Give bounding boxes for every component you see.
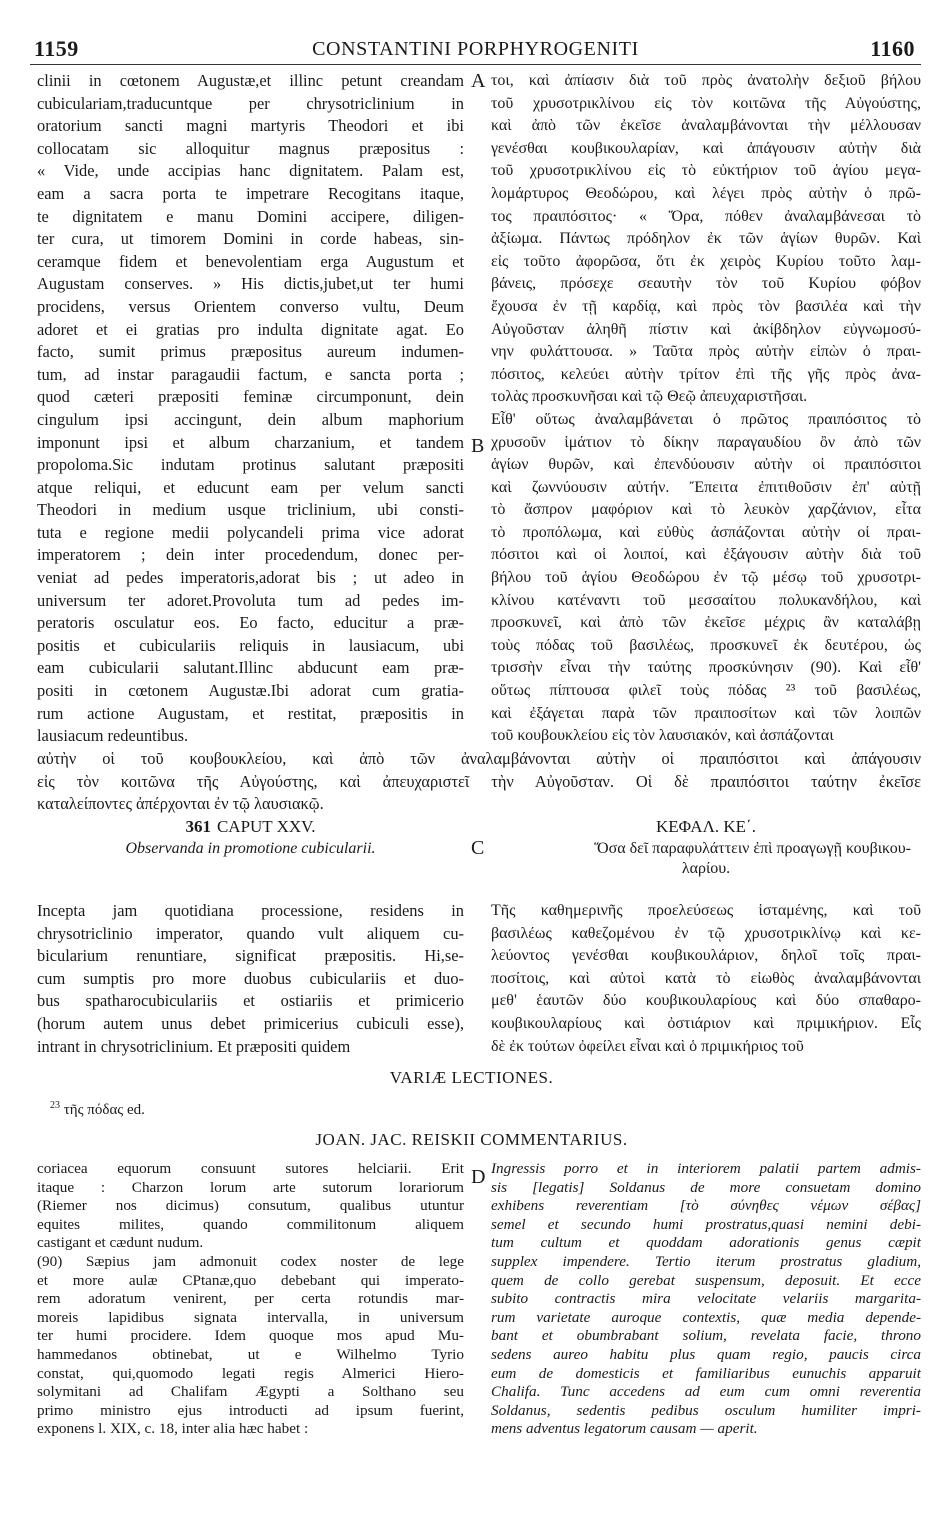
text-line: τοῦ χρυσοτρικλίνου εἰς τὸν κοιτῶνα τῆς Αὐγούστης, <box>491 94 921 112</box>
text-line: καὶ ἀπὸ τῶν ἐκεῖσε ἀναλαμβάνονται τὴν μέλλουσαν <box>491 117 921 135</box>
text-line: bus spatharocubiculariis et ostiariis et primicerio <box>37 991 464 1011</box>
variant-note-number: 23 <box>50 1100 60 1111</box>
text-line: rum varietate auroque contextis, quæ media depende- <box>491 1308 921 1326</box>
text-line: hammedanos obtinebat, ut e Wilhelmo Tyrio <box>37 1345 464 1363</box>
text-line: tum, ad instar paragaudii factum, e sancta porta ; <box>37 364 464 384</box>
margin-letter-a: A <box>471 70 486 92</box>
text-line: βήλου τοῦ ἁγίου Θεοδώρου ἐν τῷ μέσῳ τοῦ χρυσοτρι- <box>491 569 921 587</box>
text-line: εἰς τοῦτο ἀφορῶσα, ὅτι ἐκ χειρὸς Κυρίου τοῦτο λαμ- <box>491 252 921 270</box>
text-line: collocatam sic alloquitur magnus præpositus : <box>37 138 464 158</box>
text-line: solymitani ad Chalifam Ægypti a Solthano seu <box>37 1383 464 1401</box>
text-line: γενέσθαι κουβικουλαρίαν, καὶ ἀπάγουσιν αὐτὴν διὰ <box>491 139 921 157</box>
text-line: eum de domesticis et familiaribus eunuchis apparuit <box>491 1364 921 1382</box>
page-number-left: 1159 <box>34 36 79 61</box>
commentary-right-column <box>491 1160 921 1439</box>
greek-full-width-text <box>37 748 921 816</box>
text-line: positis et cubiculariis reliquis in lausiacum, ubi <box>37 635 464 655</box>
text-line: et more aulæ CPtanæ,quo debebant qui imperato- <box>37 1271 464 1289</box>
text-line: δὲ ἐκ τούτων ὀφείλει εἶναι καὶ ὁ πριμικήριος τοῦ <box>491 1037 804 1055</box>
text-line: (Riemer nos dicimus) consutum, qualibus utuntur <box>37 1197 464 1215</box>
text-line: τοι, καὶ ἀπίασιν διὰ τοῦ πρὸς ἀνατολὴν δεξιοῦ βήλου <box>491 72 921 89</box>
text-line: Theodori in medium usque triclinium, ubi consti- <box>37 500 464 520</box>
text-line: rem adoratum venirent, per certa rotundis mar- <box>37 1290 464 1308</box>
text-line: sis [legatis] Soldanus de more consuetam domino <box>491 1178 921 1196</box>
caput-number: 361 <box>185 817 211 836</box>
text-line: Εἶθ' οὕτως ἀναλαμβάνεται ὁ πρῶτος πραιπόσιτος τὸ <box>491 410 921 428</box>
text-line: τὸ ἄσπρον μαφόριον καὶ τὸ λευκὸν χαρζάνιον, εἶτα <box>491 501 921 519</box>
text-line: oratorium sancti magni martyris Theodori et ibi <box>37 116 464 136</box>
text-line: Incepta jam quotidiana processione, residens in <box>37 901 464 920</box>
text-line: Ingressis porro et in interiorem palatii partem admis- <box>491 1160 921 1177</box>
text-line: (90) Sæpius jam admonuit codex noster de lege <box>37 1252 464 1270</box>
text-line: propoloma.Sic indutam protinus salutant præpositi <box>37 455 464 475</box>
text-line: bicularium renuntiare, significat præpositis. Hi,se- <box>37 946 464 966</box>
text-line: ἔχουσα ἐν τῇ καρδίᾳ, καὶ πρὸς τὸν βασιλέα καὶ τὴν <box>491 297 921 315</box>
text-line: καὶ ζωννύουσιν αὐτήν. Ἔπειτα ἐπιτιθοῦσιν ἐπ' αὐτῇ <box>491 478 921 496</box>
text-line: τοὺς πόδας τοῦ βασιλέως, προσκυνεῖ ἐκ δευτέρου, ὡς <box>491 636 921 654</box>
text-line: τρισσὴν εἶναι τὴν ταύτης προσκύνησιν (90). Καὶ εἶθ' <box>491 659 921 677</box>
text-line: ἀξίωμα. Πάντως πρόδηλον ἐκ τῶν ἁγίων θυρῶν. Καὶ <box>491 230 921 248</box>
text-line: quod cæteri præpositi feminæ circumponunt, dein <box>37 387 464 407</box>
text-line: τος πραιπόσιτος· « Ὅρα, πόθεν ἀναλαμβάνεσαι τὸ <box>491 207 921 225</box>
text-line: castigant et cædunt nudum. <box>37 1234 204 1252</box>
text-line: Τῆς καθημερινῆς προελεύσεως ἱσταμένης, καὶ τοῦ <box>491 902 921 919</box>
header-rule <box>30 64 921 65</box>
text-line: ter cura, ut timorem Domini in corde habeas, sin- <box>37 229 464 249</box>
variant-note-text: τῆς πόδας ed. <box>63 1102 145 1118</box>
text-line: ἁγίων θυρῶν, καὶ ἐπενδύουσιν αὐτὴν οἱ πραιπόσιτοι <box>491 456 921 474</box>
text-line: intrant in chrysotriclinium. Et præpositi quidem <box>37 1036 351 1056</box>
text-line: νην φυλάττουσα. » Ταῦτα πρὸς αὐτὴν εἰπὼν ὁ πραι- <box>491 343 921 361</box>
running-title: CONSTANTINI PORPHYROGENITI <box>312 38 639 60</box>
text-line: positi in cœtonem Augustæ.Ibi adorat cum gratia- <box>37 681 464 701</box>
commentary-title: JOAN. JAC. REISKII COMMENTARIUS. <box>315 1130 628 1149</box>
text-line: ceramque fidem et benevolentiam erga Augustum et <box>37 251 464 271</box>
text-line: Αὐγοῦσταν ἀληθῆ πίστιν καὶ ἀκίβδηλον εὐγνωμοσύ- <box>491 320 921 338</box>
text-line: coriacea equorum consuunt sutores helciarii. Erit <box>37 1160 464 1177</box>
caput-title-greek: ΚΕΦΑΛ. ΚΕ΄. <box>656 817 756 836</box>
text-line: constat, qui,quomodo legati regis Almerici Hiero- <box>37 1364 464 1382</box>
text-line: exhibens reverentiam [τὸ σύνηθες νέμων σέβας] <box>491 1197 921 1215</box>
text-line: eam cubicularii salutant.Illinc abducunt eam præ- <box>37 658 464 678</box>
caput-title-text: CAPUT XXV. <box>216 817 316 836</box>
latin-caput-heading <box>37 816 464 860</box>
text-line: chrysotriclinio imperator, quando vult aliquem cu- <box>37 923 464 943</box>
text-line: tuta e regione medii polycandeli prima vice adorat <box>37 522 464 542</box>
text-line: (horum autem unus debet primicerius cubiculi esse), <box>37 1013 464 1033</box>
text-line: facto, sumit primus præpositus aureum indumen- <box>37 342 464 362</box>
text-line: mens adventus legatorum causam — aperit. <box>491 1420 758 1438</box>
text-line: imponunt ipsi et album charzanium, et tandem <box>37 432 464 452</box>
caput-title-latin <box>37 816 464 838</box>
text-line: primo ministro ejus introducti ad ipsum fuerint, <box>37 1401 464 1419</box>
text-line: μεθ' ἑαυτῶν δύο κουβικουλαρίους καὶ δύο σπαθαρο- <box>491 992 921 1010</box>
text-line: βασιλέως καθεζομένου ἐν τῷ χρυσοτρικλίνῳ καὶ κε- <box>491 924 921 942</box>
text-line: eam a sacra porta te impetrare Recogitans itaque, <box>37 183 464 203</box>
text-line: semel et secundo humi prostratus,quasi nemini debi- <box>491 1215 921 1233</box>
text-line: Chalifa. Tunc accedens ad eum cum omni reverentia <box>491 1383 921 1401</box>
text-line: bant et obumbrabant solium, revelata facie, throno <box>491 1327 921 1345</box>
text-line: ποσίτοις, καὶ αὐτοὶ κατὰ τὸ εἰωθὸς ἀναλαμβάνονται <box>491 969 921 987</box>
text-line: χρυσοῦν ἱμάτιον τὸ δίκην παραγαυδίου ὂν ἀπὸ τῶν <box>491 433 921 451</box>
page-number-right: 1160 <box>870 36 915 61</box>
text-line: πόσιτος, κελεύει αὐτὴν τρίτον ἐπὶ τῆς γῆς πρὸς ἀνα- <box>491 365 921 383</box>
text-line: veniat ad pedes imperatoris,adorat bis ; ut adeo in <box>37 568 464 588</box>
text-line: αὐτὴν οἱ τοῦ κουβουκλείου, καὶ ἀπὸ τῶν ἀναλαμβάνονται αὐτὴν οἱ πραιπόσιτοι καὶ ἀπάγουσιν <box>37 749 921 768</box>
text-line: tum cultum et quoddam adorationis genus cæpit <box>491 1234 921 1252</box>
variant-note <box>50 1100 145 1119</box>
text-line: πόσιτοι καὶ οἱ λοιποί, καὶ ἐξάγουσιν αὐτὴν διὰ τοῦ <box>491 546 921 564</box>
text-line: καὶ ἐξάγεται παρὰ τῶν πραιποσίτων καὶ τῶν λοιπῶν <box>491 704 921 722</box>
text-line: τολὰς προσκυνῆσαι καὶ τῷ Θεῷ ἀπευχαριστῆσαι. <box>491 388 808 406</box>
greek-caput-text <box>491 900 921 1058</box>
text-line: procidens, versus Orientem converso vultu, Deum <box>37 296 464 316</box>
text-line: atque reliqui, et educunt eam per velum sancti <box>37 477 464 497</box>
text-line: cubiculariam,traducuntque per chrysotriclinium in <box>37 93 464 113</box>
latin-column-top <box>37 70 464 748</box>
text-line: lausiacum redeuntibus. <box>37 726 189 746</box>
greek-column-top <box>491 70 921 748</box>
caput-subtitle-latin: Observanda in promotione cubicularii. <box>125 840 376 857</box>
text-line: βάνεις, πρόσεχε σεαυτὴν τὸν τοῦ Κυρίου φόβον <box>491 275 921 293</box>
text-line: προσκυνεῖ, καὶ ἀπὸ τῶν ἐκεῖσε μέχρις ἂν καταλάβῃ <box>491 614 921 632</box>
caput-subtitle-greek-2: λαρίου. <box>681 860 731 877</box>
commentary-left-column <box>37 1160 464 1439</box>
text-line: Augustam conserves. » His dictis,jubet,ut ter humi <box>37 274 464 294</box>
text-line: Soldanus, sedentis pedibus osculum humiliter impri- <box>491 1401 921 1419</box>
text-line: κουβικουλαρίους καὶ ὀστιάριον καὶ πριμικήριον. Εἷς <box>491 1014 921 1032</box>
text-line: cum sumptis pro more duobus cubiculariis et duo- <box>37 968 464 988</box>
text-line: te dignitatem e manu Domini accipere, diligen- <box>37 206 464 226</box>
text-line: sedens aureo habitu plus quam regio, paucis circa <box>491 1345 921 1363</box>
text-line: subito contractis mira velocitate velariis margarita- <box>491 1290 921 1308</box>
text-line: ter humi procidere. Idem quoque mos apud Mu- <box>37 1327 464 1345</box>
text-line: λεύοντος γενέσθαι κουβικουλάριον, δηλοῖ τοῖς πραι- <box>491 947 921 965</box>
margin-letter-c: C <box>471 837 485 859</box>
text-line: supplex impendere. Tertio iterum prostratus gladium, <box>491 1252 921 1270</box>
text-line: imperatorem ; dein inter procedendum, donec per- <box>37 545 464 565</box>
text-line: rum actione Augustam, et restitat, præpositis in <box>37 703 464 723</box>
text-line: adoret et ei gratias pro indulta dignitate agat. Eo <box>37 319 464 339</box>
page-header <box>30 32 921 62</box>
text-line: peratoris osculatur eos. Eo facto, educitur a præ- <box>37 613 464 633</box>
text-line: τοῦ κουβουκλείου εἰς τὸν λαυσιακόν, καὶ ἀσπάζονται <box>491 727 834 745</box>
text-line: cingulum ipsi accingunt, dein album maphorium <box>37 409 464 429</box>
margin-letter-d: D <box>471 1166 486 1188</box>
text-line: τὸ προπόλωμα, καὶ εὐθὺς ἀσπάζονται αὐτὴν οἱ πραι- <box>491 523 921 541</box>
greek-caput-heading <box>491 816 921 878</box>
text-line: quem de collo gerebat suspensum, deposuit. Et ecce <box>491 1271 921 1289</box>
text-line: universum ter adoret.Provoluta tum ad pedes im- <box>37 590 464 610</box>
text-line: « Vide, unde accipias hanc dignitatem. Palam est, <box>37 161 464 181</box>
text-line: κλίνου κατέναντι τοῦ μεσσαίτου πολυκανδήλου, καὶ <box>491 591 921 609</box>
text-line: clinii in cœtonem Augustæ,et illinc petunt creandam <box>37 71 464 90</box>
caput-subtitle-greek-1: Ὅσα δεῖ παραφυλάττειν ἐπὶ προαγωγῇ κουβικου- <box>594 840 911 857</box>
text-line: τοῦ χρυσοτρικλίνου εἰς τὸ εὐκτήριον τοῦ ἁγίου μεγα- <box>491 162 921 180</box>
text-line: εἰς τὸν κοιτῶνα τῆς Αὐγούστης, καὶ ἀπευχαριστεῖ τὴν Αὐγοῦσταν. Οἱ δὲ πραιπόσιτοι ταύτην ἐκεῖσε <box>37 771 921 791</box>
text-line: λομάρτυρος Θεοδώρου, καὶ λέγει πρὸς αὐτὴν ὁ πρῶ- <box>491 184 921 202</box>
text-line: equites milites, quando commilitonum aliquem <box>37 1215 464 1233</box>
text-line: καταλείποντες ἀπέρχονται ἐν τῷ λαυσιακῷ. <box>37 794 324 814</box>
text-line: exponens l. XIX, c. 18, inter alia hæc habet : <box>37 1420 309 1438</box>
text-line: moreis lapidibus signata intervalla, in universum <box>37 1308 464 1326</box>
margin-letter-b: B <box>471 435 485 457</box>
text-line: itaque : Charzon lorum arte sutorum lorariorum <box>37 1178 464 1196</box>
text-line: οὕτως πίπτουσα φιλεῖ τοὺς πόδας ²³ τοῦ βασιλέως, <box>491 682 921 700</box>
latin-caput-text <box>37 900 464 1058</box>
variae-lectiones-title: VARIÆ LECTIONES. <box>389 1068 554 1087</box>
